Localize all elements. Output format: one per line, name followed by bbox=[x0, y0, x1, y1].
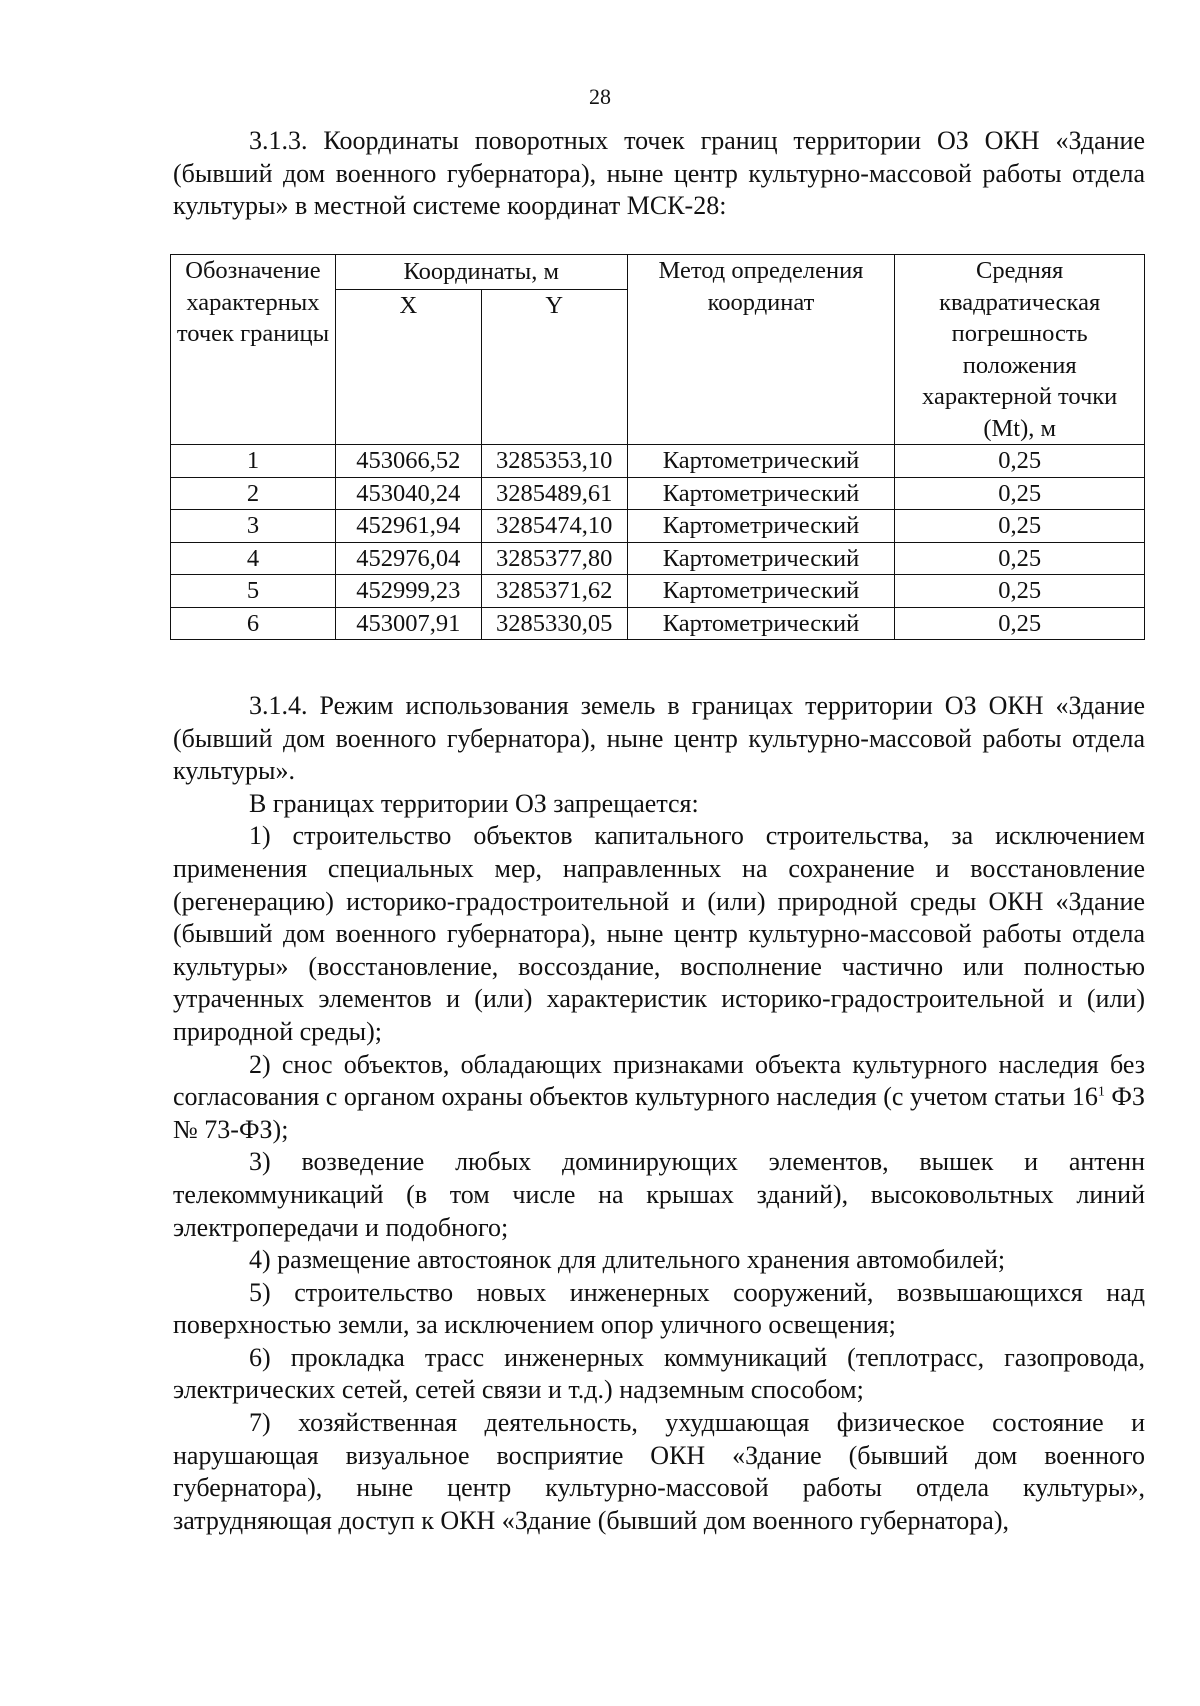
table-row bbox=[171, 575, 1145, 608]
header-method: Метод определения координат bbox=[627, 255, 895, 445]
cell-y: 3285489,61 bbox=[481, 477, 627, 510]
list-item-3: 3) возведение любых доминирующих элементов, вышек и антенн телекоммуникаций (в том числе на крышах зданий), высоковольтных линий электропередачи и подобного; bbox=[173, 1147, 1145, 1242]
cell-point-number: 1 bbox=[171, 445, 336, 478]
cell-method: Картометрический bbox=[627, 510, 895, 543]
section-3-1-4 bbox=[173, 690, 1145, 1537]
header-x: X bbox=[335, 290, 481, 445]
section-3-1-3 bbox=[173, 125, 1145, 223]
cell-x: 452961,94 bbox=[335, 510, 481, 543]
table-row bbox=[171, 510, 1145, 543]
cell-method: Картометрический bbox=[627, 477, 895, 510]
cell-method: Картометрический bbox=[627, 542, 895, 575]
list-item-2-text: 2) снос объектов, обладающих признаками объекта культурного наследия без согласования с органом охраны объектов культурного наследия (с учетом статьи 16 bbox=[173, 1049, 1145, 1112]
list-item-5: 5) строительство новых инженерных сооружений, возвышающихся над поверхностью земли, за исключением опор уличного освещения; bbox=[173, 1277, 1145, 1340]
cell-x: 453007,91 bbox=[335, 607, 481, 640]
cell-method: Картометрический bbox=[627, 607, 895, 640]
header-coordinates: Координаты, м bbox=[335, 255, 627, 290]
header-error: Средняя квадратическая погрешность положения характерной точки (Mt), м bbox=[895, 255, 1145, 445]
cell-point-number: 2 bbox=[171, 477, 336, 510]
cell-method: Картометрический bbox=[627, 575, 895, 608]
list-item-2-tail: ФЗ № 73-ФЗ); bbox=[173, 1082, 1145, 1144]
cell-error: 0,25 bbox=[895, 445, 1145, 478]
list-item-6: 6) прокладка трасс инженерных коммуникаций (теплотрасс, газопровода, электрических сетей, сетей связи и т.д.) надземным способом; bbox=[173, 1342, 1145, 1405]
table-row bbox=[171, 542, 1145, 575]
list-item-7: 7) хозяйственная деятельность, ухудшающая физическое состояние и нарушающая визуальное восприятие ОКН «Здание (бывший дом военного губернатора), ныне центр культурно-массовой работы отдела культуры», затрудняющая доступ к ОКН «Здание (бывший дом военного губернатора), bbox=[173, 1408, 1145, 1535]
cell-x: 453040,24 bbox=[335, 477, 481, 510]
cell-point-number: 4 bbox=[171, 542, 336, 575]
cell-x: 452976,04 bbox=[335, 542, 481, 575]
table-row bbox=[171, 477, 1145, 510]
cell-point-number: 6 bbox=[171, 607, 336, 640]
cell-y: 3285474,10 bbox=[481, 510, 627, 543]
cell-y: 3285353,10 bbox=[481, 445, 627, 478]
section-3-1-3-text: 3.1.3. Координаты поворотных точек границ территории ОЗ ОКН «Здание (бывший дом военного губернатора), ныне центр культурно-массовой работы отдела культуры» в местной системе координат МСК-28: bbox=[173, 126, 1145, 221]
list-item-1: 1) строительство объектов капитального строительства, за исключением применения специальных мер, направленных на сохранение и восстановление (регенерацию) историко-градостроительной и (или) природной среды ОКН «Здание (бывший дом военного губернатора), ныне центр культурно-массовой работы отдела культуры» (восстановление, воссоздание, восполнение частично или полностью утраченных элементов и (или) характеристик историко-градостроительной и (или) природной среды); bbox=[173, 821, 1145, 1046]
cell-y: 3285377,80 bbox=[481, 542, 627, 575]
list-item-4: 4) размещение автостоянок для длительного хранения автомобилей; bbox=[249, 1245, 1006, 1275]
prohibited-intro: В границах территории ОЗ запрещается: bbox=[249, 788, 699, 818]
cell-error: 0,25 bbox=[895, 575, 1145, 608]
section-3-1-4-heading: 3.1.4. Режим использования земель в границах территории ОЗ ОКН «Здание (бывший дом военного губернатора), ныне центр культурно-массовой работы отдела культуры». bbox=[173, 691, 1145, 786]
header-y: Y bbox=[481, 290, 627, 445]
table-row bbox=[171, 445, 1145, 478]
cell-error: 0,25 bbox=[895, 477, 1145, 510]
coordinates-table bbox=[170, 254, 1145, 640]
cell-error: 0,25 bbox=[895, 510, 1145, 543]
table-row bbox=[171, 607, 1145, 640]
cell-point-number: 5 bbox=[171, 575, 336, 608]
cell-x: 452999,23 bbox=[335, 575, 481, 608]
header-designation: Обозначение характерных точек границы bbox=[171, 255, 336, 445]
cell-method: Картометрический bbox=[627, 445, 895, 478]
cell-y: 3285330,05 bbox=[481, 607, 627, 640]
article-superscript: 1 bbox=[1097, 1084, 1105, 1100]
page-number: 28 bbox=[589, 84, 611, 109]
cell-point-number: 3 bbox=[171, 510, 336, 543]
cell-x: 453066,52 bbox=[335, 445, 481, 478]
cell-error: 0,25 bbox=[895, 542, 1145, 575]
cell-error: 0,25 bbox=[895, 607, 1145, 640]
cell-y: 3285371,62 bbox=[481, 575, 627, 608]
list-item-2 bbox=[173, 1049, 1145, 1147]
